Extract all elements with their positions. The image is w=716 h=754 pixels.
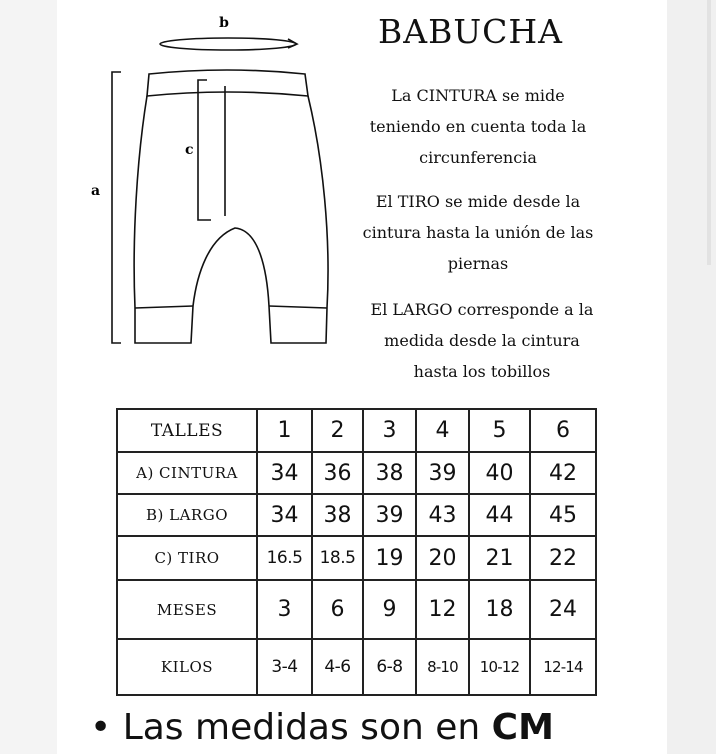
table-cell: 4-6	[312, 639, 363, 695]
tiro-line: piernas	[447, 254, 509, 273]
table-row	[117, 494, 596, 536]
table-cell: 34	[257, 452, 312, 494]
table-cell: 36	[312, 452, 363, 494]
label-c: c	[185, 142, 194, 158]
cintura-line: teniendo en cuenta toda la	[369, 117, 587, 136]
note-unit: CM	[491, 707, 554, 748]
table-cell: 6	[530, 409, 596, 452]
table-row	[117, 452, 596, 494]
cintura-line: La CINTURA se mide	[391, 86, 565, 105]
table-cell: 20	[416, 536, 469, 580]
table-cell: 39	[416, 452, 469, 494]
row-label: A) CINTURA	[117, 452, 257, 494]
largo-line: El LARGO corresponde a la	[370, 300, 594, 319]
largo-line: hasta los tobillos	[413, 362, 551, 381]
table-cell: 8-10	[416, 639, 469, 695]
table-cell: 43	[416, 494, 469, 536]
table-cell: 6-8	[363, 639, 416, 695]
note-text: Las medidas son en	[122, 707, 481, 748]
table-cell: 6	[312, 580, 363, 639]
row-label: MESES	[117, 580, 257, 639]
pants-outline-icon	[85, 8, 345, 358]
table-cell: 10-12	[469, 639, 530, 695]
table-cell: 3-4	[257, 639, 312, 695]
label-a: a	[91, 183, 101, 199]
table-row	[117, 580, 596, 639]
row-label: KILOS	[117, 639, 257, 695]
cintura-line: circunferencia	[419, 148, 537, 167]
table-cell: 16.5	[257, 536, 312, 580]
table-cell: 1	[257, 409, 312, 452]
label-b: b	[219, 15, 229, 31]
table-cell: 42	[530, 452, 596, 494]
row-label: B) LARGO	[117, 494, 257, 536]
table-cell: 38	[312, 494, 363, 536]
largo-line: medida desde la cintura	[384, 331, 580, 350]
bullet-icon: •	[90, 707, 112, 748]
table-cell: 39	[363, 494, 416, 536]
tiro-line: El TIRO se mide desde la	[375, 192, 581, 211]
size-table	[116, 408, 597, 696]
table-cell: 2	[312, 409, 363, 452]
largo-description	[345, 294, 619, 387]
cintura-description	[338, 80, 618, 173]
table-cell: 4	[416, 409, 469, 452]
table-row	[117, 639, 596, 695]
table-cell: 44	[469, 494, 530, 536]
table-cell: 21	[469, 536, 530, 580]
table-cell: 9	[363, 580, 416, 639]
table-cell: 5	[469, 409, 530, 452]
tiro-line: cintura hasta la unión de las	[362, 223, 594, 242]
table-cell: 12	[416, 580, 469, 639]
table-cell: 38	[363, 452, 416, 494]
units-note	[90, 707, 554, 748]
table-cell: 18	[469, 580, 530, 639]
row-label: C) TIRO	[117, 536, 257, 580]
table-cell: 3	[257, 580, 312, 639]
table-cell: 40	[469, 452, 530, 494]
header-label: TALLES	[117, 409, 257, 452]
table-cell: 45	[530, 494, 596, 536]
table-cell: 19	[363, 536, 416, 580]
table-cell: 34	[257, 494, 312, 536]
tiro-description	[333, 186, 623, 279]
scrollbar[interactable]	[707, 0, 711, 265]
table-row	[117, 536, 596, 580]
table-cell: 22	[530, 536, 596, 580]
table-cell: 12-14	[530, 639, 596, 695]
table-cell: 3	[363, 409, 416, 452]
table-header-row	[117, 409, 596, 452]
table-cell: 24	[530, 580, 596, 639]
table-cell: 18.5	[312, 536, 363, 580]
page-title: BABUCHA	[378, 12, 564, 51]
